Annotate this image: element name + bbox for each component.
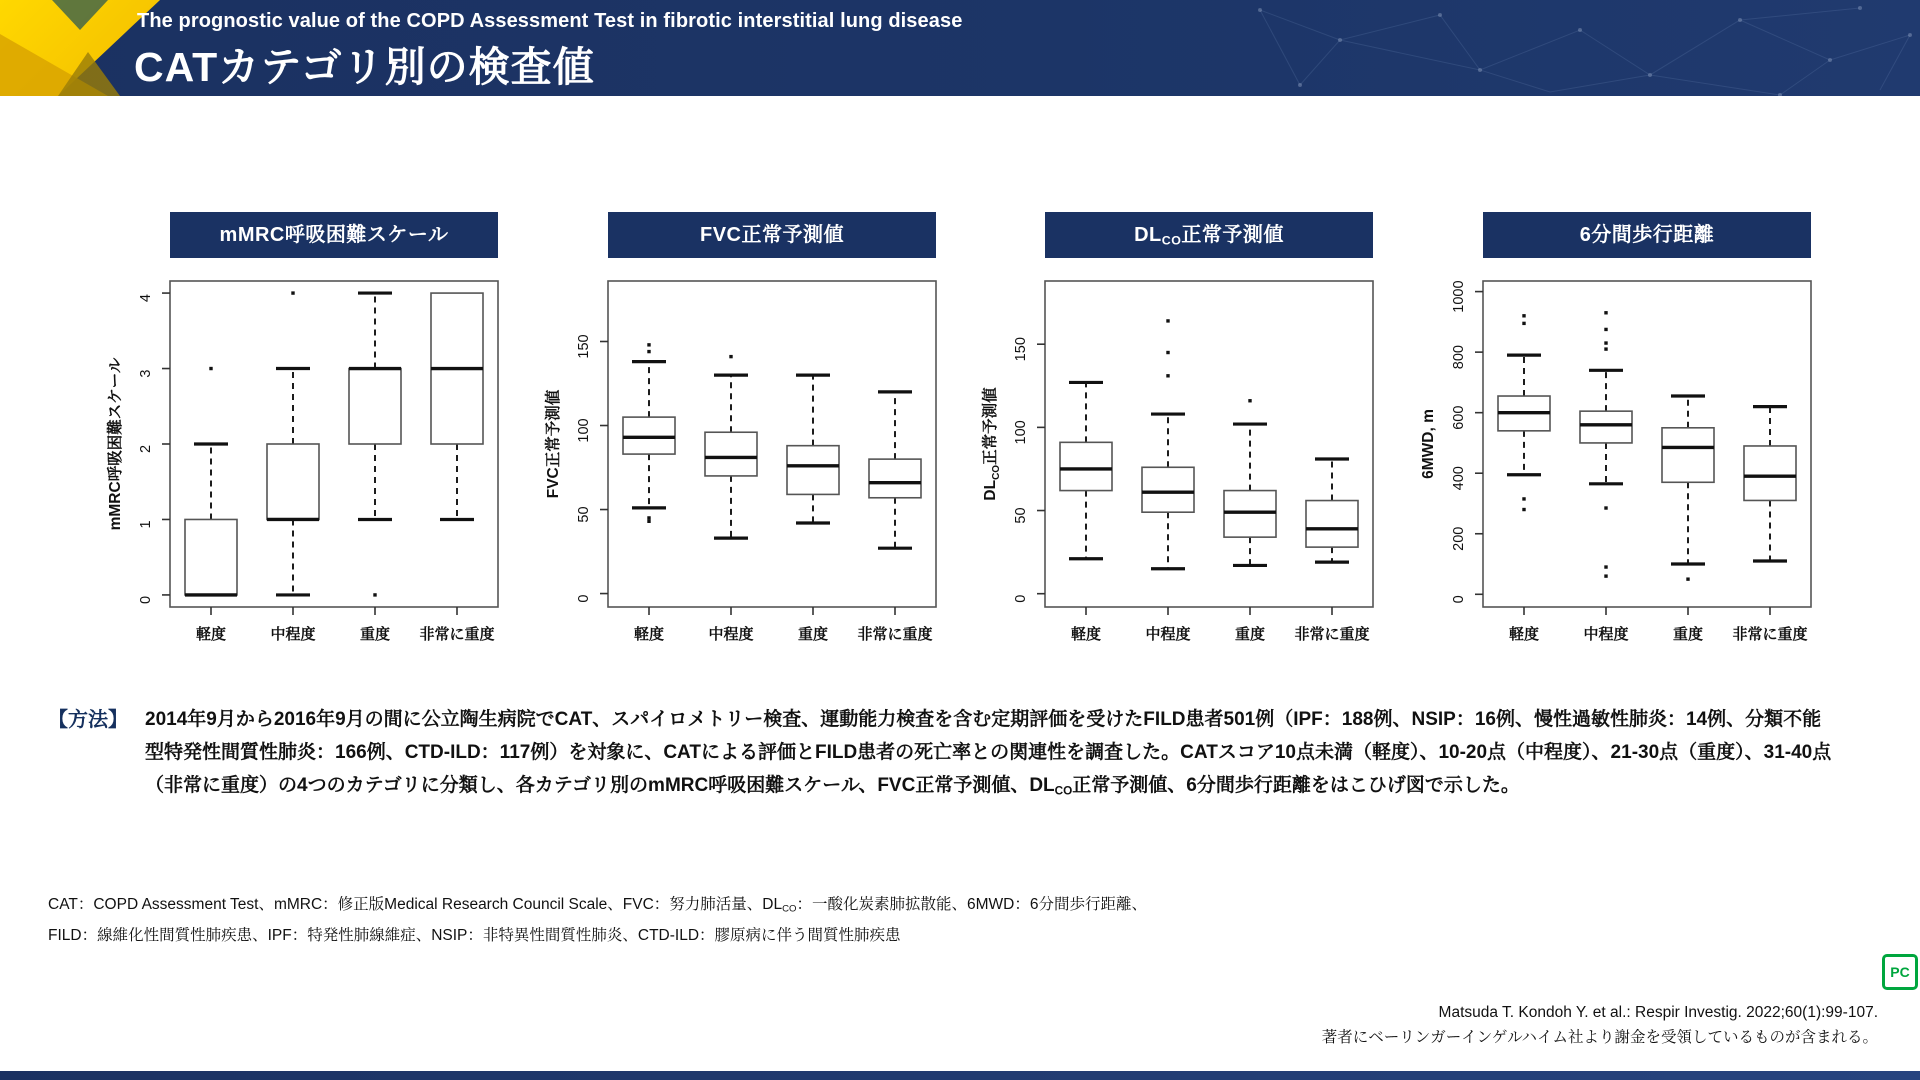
method-label: 【方法】 (48, 709, 128, 731)
header (0, 0, 1920, 96)
panel-title-fvc: FVC正常予測値 (608, 212, 936, 258)
svg-text:DLCO正常予測値: $DL_{CO}$正常予測値 (982, 387, 1002, 501)
svg-text:mMRC呼吸困難スケール: mMRC呼吸困難スケール (107, 357, 124, 531)
panel-title-dlco: $DL_{CO}$正常予測値 (1045, 212, 1373, 258)
svg-text:中程度: 中程度 (708, 626, 754, 643)
svg-text:重度: 重度 (797, 626, 829, 643)
network-decoration (1220, 0, 1920, 96)
svg-text:2: 2 (138, 444, 154, 454)
citation (1322, 1000, 1878, 1050)
svg-text:150: 150 (1013, 337, 1029, 362)
svg-text:非常に重度: 非常に重度 (1732, 626, 1808, 643)
page-title: CATカテゴリ別の検査値 (134, 44, 595, 90)
panel-title-6mwd: 6分間歩行距離 (1483, 212, 1811, 258)
svg-text:1: 1 (138, 520, 154, 529)
boxplot-dlco (979, 262, 1379, 672)
svg-text:100: 100 (576, 418, 592, 443)
svg-text:中程度: 中程度 (1583, 626, 1629, 643)
bottom-bar (0, 1071, 1920, 1080)
boxplot-mmrc (104, 262, 504, 672)
boxplot-6mwd (1417, 262, 1817, 672)
svg-text:重度: 重度 (1672, 626, 1704, 643)
citation-reference: Matsuda T. Kondoh Y. et al.: Respir Investig. 2022;60(1):99-107. (1438, 1004, 1878, 1021)
pc-logo: PC (1882, 954, 1918, 990)
svg-text:重度: 重度 (1234, 626, 1266, 643)
svg-text:0: 0 (138, 595, 154, 604)
svg-text:重度: 重度 (359, 626, 391, 643)
svg-text:800: 800 (1451, 345, 1467, 370)
svg-text:50: 50 (1013, 507, 1029, 524)
svg-text:中程度: 中程度 (270, 626, 316, 643)
svg-text:非常に重度: 非常に重度 (419, 626, 495, 643)
method-line-3: （非常に重度）の4つのカテゴリに分類し、各カテゴリ別のmMRC呼吸困難スケール、FVC正常予測値、$DL_{CO}$正常予測値、6分間歩行距離をはこひげ図で示した。 (145, 775, 1520, 798)
boxplot-fvc (542, 262, 942, 672)
svg-text:FVC正常予測値: FVC正常予測値 (545, 389, 562, 499)
method-line-1: 2014年9月から2016年9月の間に公立陶生病院でCAT、スパイロメトリー検査、運動能力検査を含む定期評価を受けたFILD患者501例（IPF：188例、NSIP：16例、慢性過敏性肺炎：14例、分類不能 (145, 709, 1822, 730)
panel-title-mmrc: mMRC呼吸困難スケール (170, 212, 498, 258)
svg-text:軽度: 軽度 (1508, 626, 1540, 643)
svg-text:200: 200 (1451, 526, 1467, 551)
svg-text:6MWD, m: 6MWD, m (1420, 409, 1437, 479)
dlco-subscript: CO (782, 903, 797, 915)
svg-text:150: 150 (576, 334, 592, 359)
svg-text:600: 600 (1451, 405, 1467, 430)
svg-text:0: 0 (1013, 594, 1029, 603)
svg-text:0: 0 (576, 594, 592, 603)
svg-text:0: 0 (1451, 595, 1467, 604)
svg-text:軽度: 軽度 (633, 626, 665, 643)
svg-text:400: 400 (1451, 466, 1467, 491)
svg-text:100: 100 (1013, 420, 1029, 445)
header-subtitle: The prognostic value of the COPD Assessment Test in fibrotic interstitial lung disease (137, 10, 963, 32)
citation-disclosure: 著者にベーリンガーインゲルハイム社より謝金を受領しているものが含まれる。 (1321, 1029, 1878, 1046)
method-line-2: 型特発性間質性肺炎：166例、CTD-ILD：117例）を対象に、CATによる評価とFILD患者の死亡率との関連性を調査した。CATスコア10点未満（軽度）、10-20点（中程度）、21-30点（重度）、31-40点 (145, 742, 1832, 763)
svg-text:3: 3 (138, 369, 154, 378)
abbreviation-footnotes (48, 892, 1147, 949)
svg-text:中程度: 中程度 (1145, 626, 1191, 643)
svg-text:4: 4 (138, 294, 154, 303)
dlco-subscript: CO (1054, 784, 1073, 798)
method-text (145, 703, 1885, 807)
footnote-line-1: CAT：COPD Assessment Test、mMRC：修正版Medical Research Council Scale、FVC：努力肺活量、$DL_{CO}$：一酸化炭素肺拡散能、6MWD：6分間歩行距離、 (48, 896, 1147, 915)
svg-text:非常に重度: 非常に重度 (1294, 626, 1370, 643)
svg-text:50: 50 (576, 506, 592, 523)
svg-text:1000: 1000 (1451, 280, 1467, 313)
svg-text:軽度: 軽度 (195, 626, 227, 643)
footnote-line-2: FILD：線維化性間質性肺疾患、IPF：特発性肺線維症、NSIP：非特異性間質性肺炎、CTD-ILD：膠原病に伴う間質性肺疾患 (48, 926, 901, 944)
svg-text:軽度: 軽度 (1070, 626, 1102, 643)
svg-text:非常に重度: 非常に重度 (857, 626, 933, 643)
